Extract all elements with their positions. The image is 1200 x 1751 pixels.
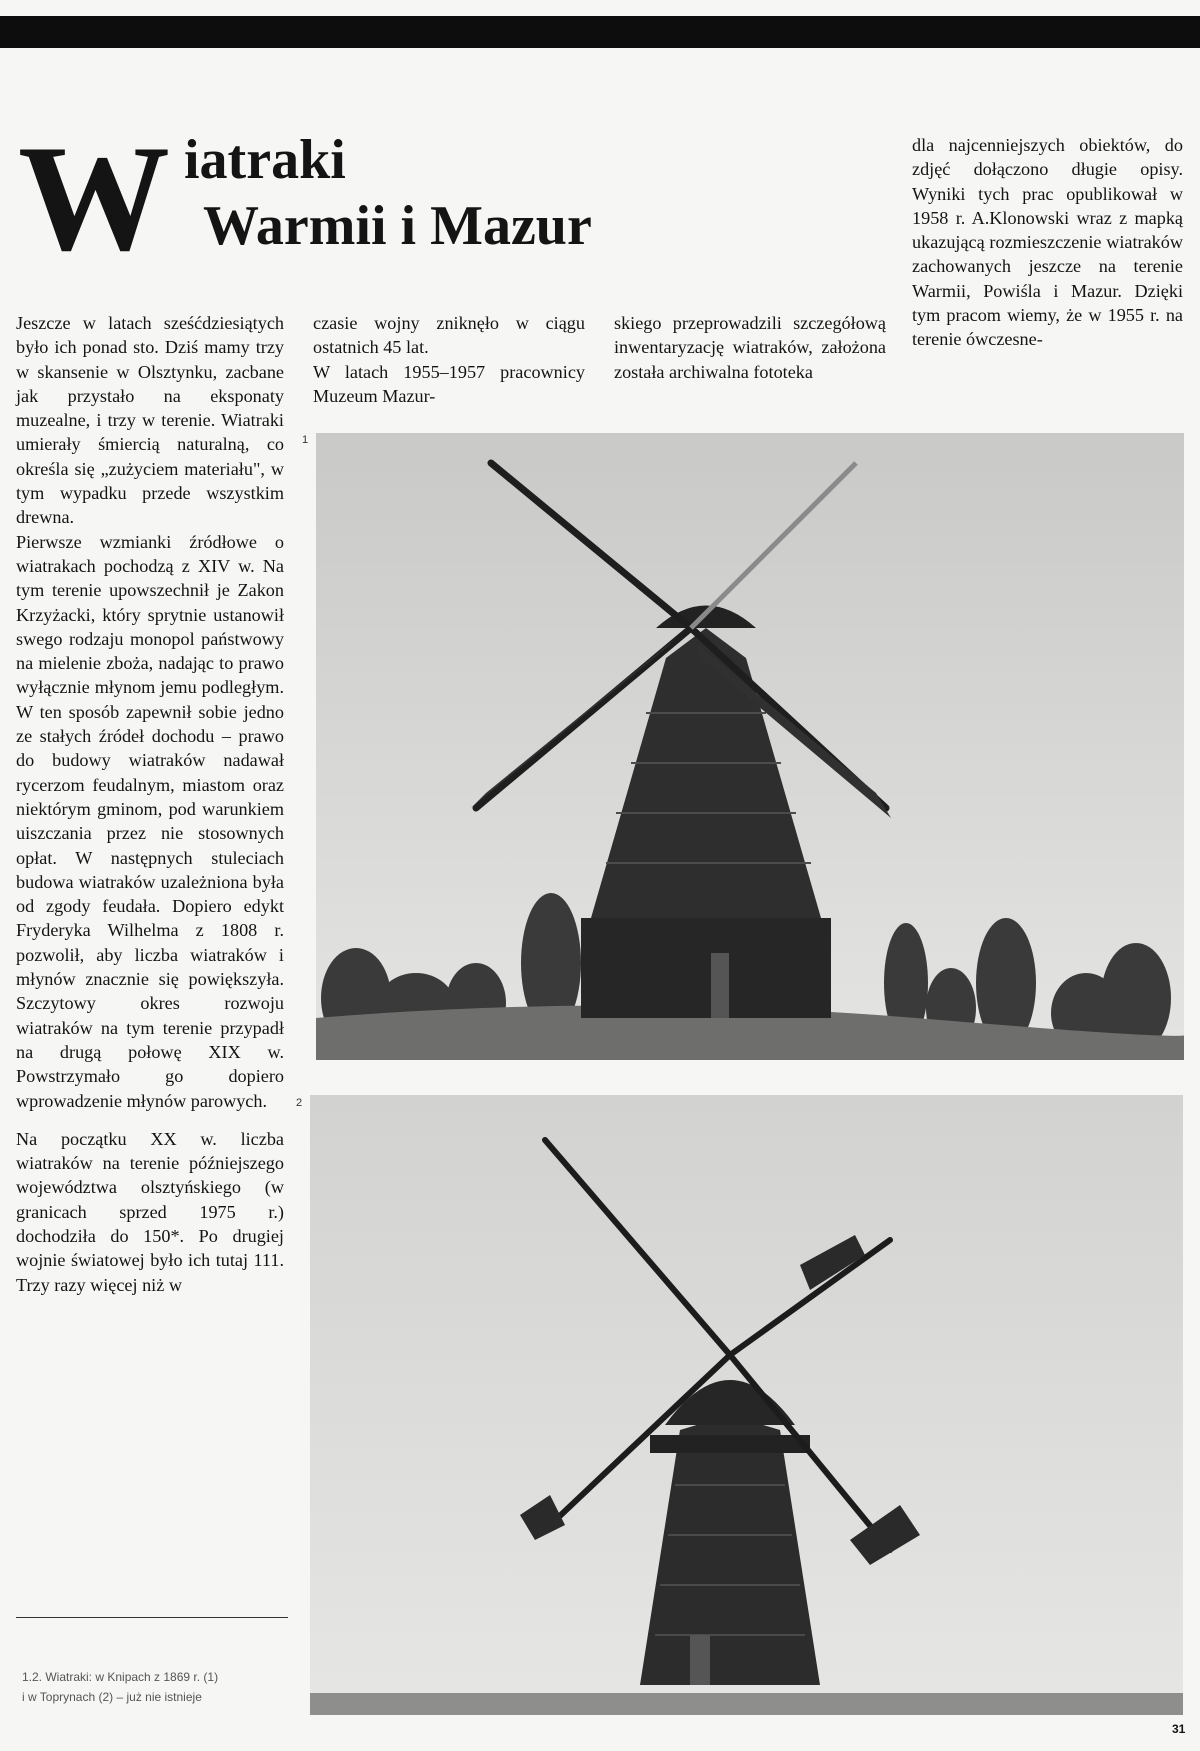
text-column-4 bbox=[912, 133, 1183, 352]
caption-divider bbox=[16, 1617, 288, 1618]
caption-line-2: i w Toprynach (2) – już nie istnieje bbox=[22, 1690, 202, 1704]
windmill-photo-1 bbox=[316, 433, 1184, 1060]
paragraph: Jeszcze w latach sześćdziesiątych było ich ponad sto. Dziś mamy trzy w skansenie w Olsztynku, zacbane jak przystało na eksponaty muzealne, i trzy w terenie. Wiatraki umierały śmiercią naturalną, co określa się „zużyciem materiału", w tym wypadku przede wszystkim drewna. bbox=[16, 313, 284, 528]
paragraph: Na początku XX w. liczba wiatraków na terenie późniejszego województwa olsztyńskiego (w granicach sprzed 1975 r.) dochodziła do 150*. Po drugiej wojnie światowej było ich tutaj 111. Trzy razy więcej niż w bbox=[16, 1128, 284, 1295]
title-dropcap: W bbox=[18, 114, 166, 282]
windmill-image-2 bbox=[310, 1095, 1183, 1715]
text-column-2 bbox=[313, 311, 585, 408]
paragraph: Pierwsze wzmianki źródłowe o wiatrakach pochodzą z XIV w. Na tym terenie upowszechnił je Zakon Krzyżacki, który sprytnie ustanowił swego rodzaju monopol państwowy na mielenie zboża, nadając to prawo wyłącznie młynom jemu podległym. W ten sposób zapewnił sobie jedno ze stałych źródeł dochodu – prawo do budowy wiatraków nadawał rycerzom feudalnym, miastom oraz niektórym gminom, pod warunkiem uiszczania przez nie stosownych opłat. W następnych stuleciach budowa wiatraków uzależniona była od zgody feudała. Dopiero edykt Fryderyka Wilhelma z 1808 r. pozwolił, aby liczba wiatraków i młynów znacznie się powiększyła. Szczytowy okres rozwoju wiatraków na tym terenie przypadł na drugą połowę XIX w. Powstrzymało go dopiero wprowadzenie młynów parowych. bbox=[16, 531, 284, 1111]
windmill-image-1 bbox=[316, 433, 1184, 1060]
photo-number-1: 1 bbox=[302, 434, 309, 446]
photo-number-2: 2 bbox=[296, 1097, 303, 1109]
top-black-bar bbox=[0, 16, 1200, 48]
caption-line-1: 1.2. Wiatraki: w Knipach z 1869 r. (1) bbox=[22, 1670, 219, 1684]
text-column-3 bbox=[614, 311, 886, 384]
title-line-1: iatraki bbox=[184, 129, 346, 191]
paragraph: dla najcenniejszych obiektów, do zdjęć dołączono długie opisy. Wyniki tych prac opublikował w 1958 r. A.Klonowski wraz z mapką ukazującą rozmieszczenie wiatraków zachowanych jeszcze na terenie Warmii, Powiśla i Mazur. Dzięki tym pracom wiemy, że w 1955 r. na terenie ówczesne- bbox=[912, 135, 1183, 350]
photo-caption bbox=[22, 1667, 292, 1707]
paragraph: W latach 1955–1957 pracownicy Muzeum Mazur- bbox=[313, 361, 585, 406]
title-line-2: Warmii i Mazur bbox=[203, 195, 592, 257]
page-number: 31 bbox=[1172, 1722, 1186, 1736]
windmill-photo-2 bbox=[310, 1095, 1183, 1715]
paragraph: skiego przeprowadzili szczegółową inwentaryzację wiatraków, założona została archiwalna fototeka bbox=[614, 313, 886, 382]
paragraph: czasie wojny zniknęło w ciągu ostatnich 45 lat. bbox=[313, 313, 585, 358]
article-title bbox=[18, 114, 678, 282]
text-column-1 bbox=[16, 311, 284, 1297]
